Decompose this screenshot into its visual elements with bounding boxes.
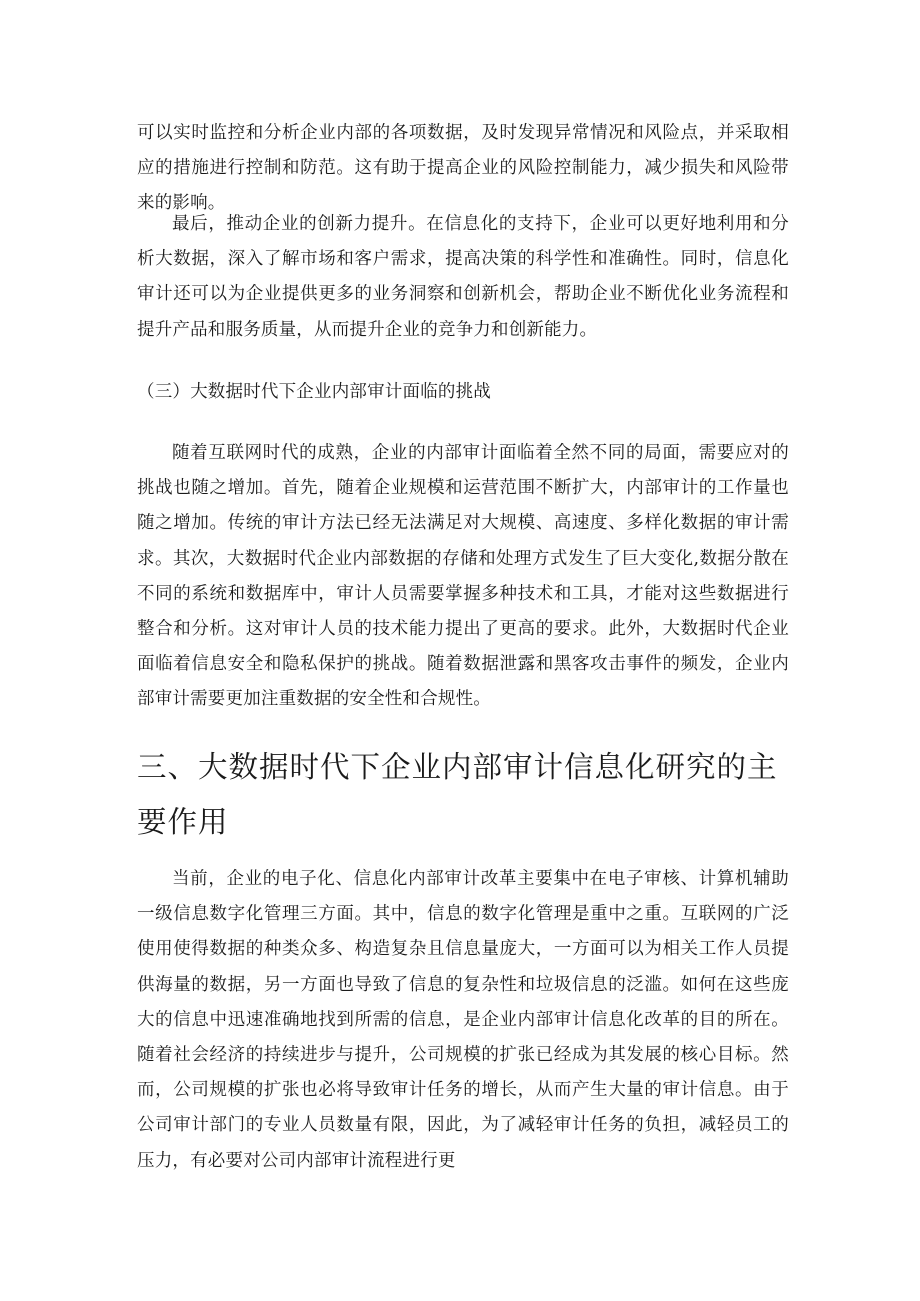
subheading-challenges: （三）大数据时代下企业内部审计面临的挑战 (137, 382, 491, 402)
paragraph-challenges: 随着互联网时代的成熟，企业的内部审计面临着全然不同的局面，需要应对的挑战也随之增加。首先，随着企业规模和运营范围不断扩大，内部审计的工作量也随之增加。传统的审计方法已经无法满足对大规模、高速度、多样化数据的审计需求。其次，大数据时代企业内部数据的存储和处理方式发生了巨大变化,数据分散在不同的系统和数据库中，审计人员需要掌握多种技术和工具，才能对这些数据进行整合和分析。这对审计人员的技术能力提出了更高的要求。此外，大数据时代企业面临着信息安全和隐私保护的挑战。随着数据泄露和黑客攻击事件的频发，企业内部审计需要更加注重数据的安全性和合规性。 (137, 443, 789, 710)
paragraph-innovation: 最后，推动企业的创新力提升。在信息化的支持下，企业可以更好地利用和分析大数据，深入了解市场和客户需求，提高决策的科学性和准确性。同时，信息化审计还可以为企业提供更多的业务洞察和创新机会，帮助企业不断优化业务流程和提升产品和服务质量，从而提升企业的竞争力和创新能力。 (137, 214, 789, 340)
section-heading: 三、大数据时代下企业内部审计信息化研究的主要作用 (137, 750, 778, 839)
paragraph-current-reform: 当前，企业的电子化、信息化内部审计改革主要集中在电子审核、计算机辅助一级信息数字化管理三方面。其中，信息的数字化管理是重中之重。互联网的广泛使用使得数据的种类众多、构造复杂且信息量庞大，一方面可以为相关工作人员提供海量的数据，另一方面也导致了信息的复杂性和垃圾信息的泛滥。如何在这些庞大的信息中迅速准确地找到所需的信息，是企业内部审计信息化改革的目的所在。随着社会经济的持续进步与提升，公司规模的扩张已经成为其发展的核心目标。然而，公司规模的扩张也必将导致审计任务的增长，从而产生大量的审计信息。由于公司审计部门的专业人员数量有限，因此，为了减轻审计任务的负担，减轻员工的压力，有必要对公司内部审计流程进行更 (137, 869, 789, 1171)
paragraph-risk-control-continuation: 可以实时监控和分析企业内部的各项数据，及时发现异常情况和风险点，并采取相应的措施进行控制和防范。这有助于提高企业的风险控制能力，减少损失和风险带来的影响。 (137, 123, 789, 214)
